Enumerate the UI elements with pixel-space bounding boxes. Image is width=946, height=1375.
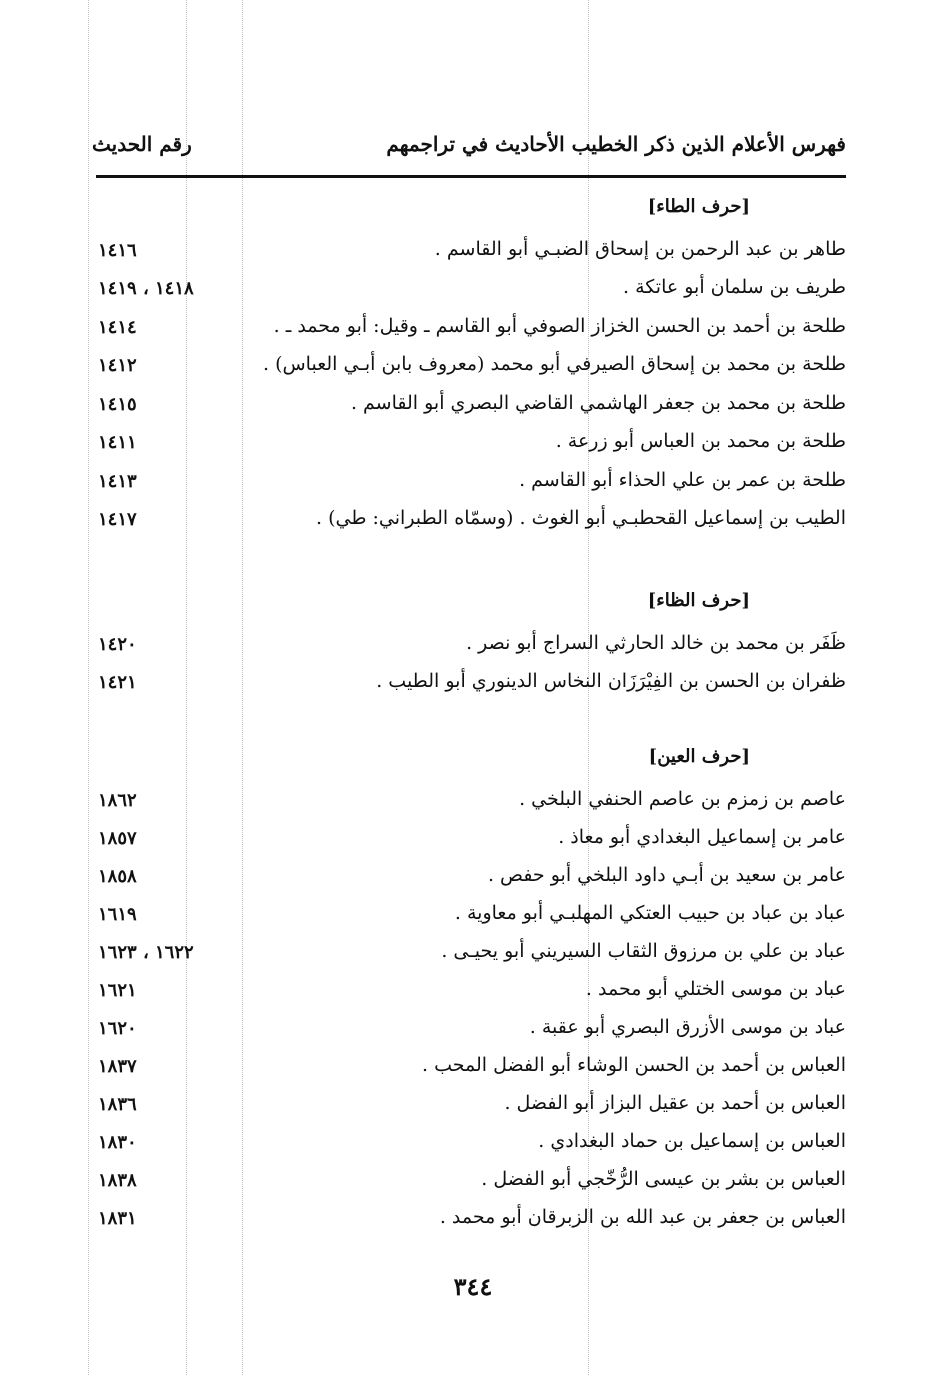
index-entry [92, 1164, 846, 1200]
entry-ref: ١٨٣١ [98, 1208, 137, 1229]
entry-name: العباس بن جعفر بن عبد الله بن الزبرقان أبو محمد . [439, 1206, 846, 1228]
entry-name: طلحة بن محمد بن العباس أبو زرعة . [555, 430, 846, 452]
entry-name: طلحة بن محمد بن جعفر الهاشمي القاضي البصري أبو القاسم . [350, 392, 846, 414]
entry-ref: ١٦٢٢ ، ١٦٢٣ [98, 942, 194, 963]
index-entry [92, 1202, 846, 1238]
entry-ref: ١٦١٩ [98, 904, 137, 925]
entry-ref: ١٤٢١ [98, 672, 137, 693]
entry-ref: ١٤١٣ [98, 471, 137, 492]
index-entry [92, 860, 846, 896]
index-entry [92, 426, 846, 462]
column-label: رقم الحديث [92, 132, 192, 156]
entry-name: طلحة بن عمر بن علي الحذاء أبو القاسم . [519, 469, 846, 491]
entry-ref: ١٤١٢ [98, 355, 137, 376]
entry-name: طلحة بن محمد بن إسحاق الصيرفي أبو محمد (معروف بابن أبـي العباس) . [262, 353, 846, 375]
entry-name: الطيب بن إسماعيل القحطبـي أبو الغوث . (وسمّاه الطبراني: طي) . [316, 507, 846, 529]
entry-ref: ١٤١٦ [98, 240, 137, 261]
entry-ref: ١٤١٧ [98, 509, 137, 530]
section-ayn [92, 746, 846, 1246]
entry-ref: ١٨٣٧ [98, 1056, 137, 1077]
entry-ref: ١٨٣٨ [98, 1170, 137, 1191]
index-entry [92, 1012, 846, 1048]
entry-name: العباس بن إسماعيل بن حماد البغدادي . [538, 1130, 846, 1152]
entry-ref: ١٤١٨ ، ١٤١٩ [98, 278, 194, 299]
index-entry [92, 666, 846, 702]
index-entry [92, 1126, 846, 1162]
section-dha [92, 590, 846, 710]
section-title: [حرف الظاء] [647, 590, 750, 611]
page-header [92, 128, 846, 168]
index-entry [92, 822, 846, 858]
entry-ref: ١٦٢٠ [98, 1018, 137, 1039]
section-title: [حرف العين] [648, 746, 750, 767]
entry-name: ظفران بن الحسن بن الفِيْرَزَان النخاس الدينوري أبو الطيب . [376, 670, 846, 692]
section-ta [92, 196, 846, 556]
entry-name: عباد بن عباد بن حبيب العتكي المهلبـي أبو معاوية . [454, 902, 846, 924]
index-entry [92, 503, 846, 539]
entry-ref: ١٨٥٨ [98, 866, 137, 887]
entry-ref: ١٤١١ [98, 432, 137, 453]
entry-name: العباس بن أحمد بن عقيل البزاز أبو الفضل . [504, 1092, 846, 1114]
section-title: [حرف الطاء] [647, 196, 750, 217]
index-entry [92, 974, 846, 1010]
entry-ref: ١٨٥٧ [98, 828, 137, 849]
entry-name: ظَفَر بن محمد بن خالد الحارثي السراج أبو نصر . [466, 632, 846, 654]
index-entry [92, 388, 846, 424]
entry-name: عامر بن إسماعيل البغدادي أبو معاذ . [558, 826, 846, 848]
index-entry [92, 234, 846, 270]
entry-ref: ١٤١٤ [98, 317, 137, 338]
entry-name: عباد بن موسى الختلي أبو محمد . [585, 978, 846, 1000]
entry-name: عباد بن موسى الأزرق البصري أبو عقبة . [529, 1016, 846, 1038]
index-entry [92, 465, 846, 501]
entry-name: عاصم بن زمزم بن عاصم الحنفي البلخي . [519, 788, 846, 810]
header-rule [96, 175, 846, 178]
entry-name: طاهر بن عبد الرحمن بن إسحاق الضبـي أبو القاسم . [434, 238, 846, 260]
entry-name: عامر بن سعيد بن أبـي داود البلخي أبو حفص . [487, 864, 846, 886]
index-entry [92, 1050, 846, 1086]
entry-ref: ١٦٢١ [98, 980, 137, 1001]
index-entry [92, 784, 846, 820]
index-entry [92, 628, 846, 664]
index-entry [92, 1088, 846, 1124]
index-entry [92, 311, 846, 347]
entry-ref: ١٨٣٦ [98, 1094, 137, 1115]
entry-ref: ١٨٦٢ [98, 790, 137, 811]
entry-ref: ١٨٣٠ [98, 1132, 137, 1153]
index-entry [92, 936, 846, 972]
entry-ref: ١٤١٥ [98, 394, 137, 415]
entry-name: طريف بن سلمان أبو عاتكة . [623, 276, 846, 298]
entry-ref: ١٤٢٠ [98, 634, 137, 655]
index-entry [92, 272, 846, 308]
index-entry [92, 349, 846, 385]
index-entry [92, 898, 846, 934]
page-title: فهرس الأعلام الذين ذكر الخطيب الأحاديث في تراجمهم [386, 132, 846, 156]
page-number: ٣٤٤ [453, 1272, 493, 1301]
entry-name: العباس بن أحمد بن الحسن الوشاء أبو الفضل المحب . [421, 1054, 846, 1076]
entry-name: العباس بن بشر بن عيسى الرُّخّجي أبو الفضل . [481, 1168, 846, 1190]
entry-name: عباد بن علي بن مرزوق الثقاب السيريني أبو يحيـى . [441, 940, 846, 962]
entry-name: طلحة بن أحمد بن الحسن الخزاز الصوفي أبو القاسم ـ وقيل: أبو محمد ـ . [273, 315, 846, 337]
